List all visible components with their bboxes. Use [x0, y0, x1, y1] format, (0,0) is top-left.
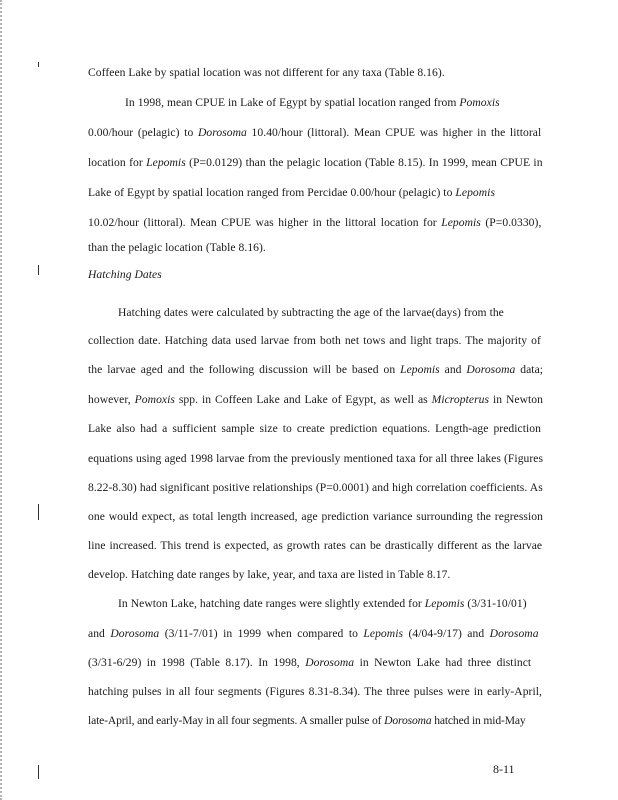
italic-term: Lepomis [400, 363, 440, 376]
italic-term: Hatching Dates [88, 268, 162, 281]
italic-term: Lepomis [455, 186, 496, 199]
italic-term: Lepomis [363, 627, 404, 640]
italic-term: Lepomis [146, 156, 186, 169]
italic-term: Dorosoma [305, 656, 355, 669]
margin-mark [38, 504, 39, 520]
italic-term: Lepomis [441, 216, 481, 229]
margin-mark [38, 62, 39, 67]
text-line: location for Lepomis (P=0.0129) than the pelagic location (Table 8.15). In 1999, mean CPUE in [88, 156, 543, 169]
text-line: Lake also had a sufficient sample size to create prediction equations. Length-age prediction [88, 422, 541, 435]
text-line: the larvae aged and the following discussion will be based on Lepomis and Dorosoma data; [88, 363, 544, 376]
italic-term: Dorosoma [197, 126, 247, 139]
text-line: 0.00/hour (pelagic) to Dorosoma 10.40/hour (littoral). Mean CPUE was higher in the littoral [88, 126, 542, 139]
binding-edge [0, 0, 16, 800]
text-line: than the pelagic location (Table 8.16). [88, 241, 266, 254]
italic-term: Dorosoma [384, 714, 432, 727]
italic-term: Dorosoma [110, 627, 160, 640]
text-line: In Newton Lake, hatching date ranges were slightly extended for Lepomis (3/31-10/01) [118, 597, 527, 610]
italic-term: Dorosoma [489, 627, 539, 640]
text-line: late-April, and early-May in all four segments. A smaller pulse of Dorosoma hatched in mid-May [88, 714, 526, 727]
text-line: 8.22-8.30) had significant positive relationships (P=0.0001) and high correlation coefficients. As [88, 481, 543, 494]
italic-term: Pomoxis [459, 96, 500, 109]
italic-term: Micropterus [431, 393, 490, 406]
page-number: 8-11 [493, 762, 515, 776]
italic-term: Pomoxis [134, 393, 175, 406]
text-line: however, Pomoxis spp. in Coffeen Lake and Lake of Egypt, as well as Micropterus in Newton [88, 393, 544, 406]
text-line: Coffeen Lake by spatial location was not different for any taxa (Table 8.16). [88, 66, 445, 79]
text-line: 10.02/hour (littoral). Mean CPUE was higher in the littoral location for Lepomis (P=0.0330), [88, 216, 542, 229]
section-heading [88, 268, 162, 281]
text-line: equations using aged 1998 larvae from the previously mentioned taxa for all three lakes (Figures [88, 452, 544, 465]
text-line: and Dorosoma (3/11-7/01) in 1999 when compared to Lepomis (4/04-9/17) and Dorosoma [88, 627, 539, 640]
margin-mark [38, 765, 39, 779]
text-line: hatching pulses in all four segments (Figures 8.31-8.34). The three pulses were in early-April, [88, 685, 542, 698]
italic-term: Lepomis [424, 597, 465, 610]
italic-term: Dorosoma [466, 363, 516, 376]
text-line: collection date. Hatching data used larvae from both net tows and light traps. The majority of [88, 334, 541, 347]
margin-mark [38, 265, 39, 275]
text-line: Lake of Egypt by spatial location ranged from Percidae 0.00/hour (pelagic) to Lepomis [88, 186, 496, 199]
text-line: develop. Hatching date ranges by lake, year, and taxa are listed in Table 8.17. [88, 568, 451, 581]
text-line: one would expect, as total length increased, age prediction variance surrounding the regression [88, 510, 543, 523]
text-line: Hatching dates were calculated by subtracting the age of the larvae(days) from the [118, 306, 504, 319]
text-line: (3/31-6/29) in 1998 (Table 8.17). In 1998, Dorosoma in Newton Lake had three distinct [88, 656, 532, 669]
text-line: In 1998, mean CPUE in Lake of Egypt by spatial location ranged from Pomoxis [125, 96, 500, 109]
text-line: line increased. This trend is expected, as growth rates can be drastically different as the larvae [88, 539, 543, 552]
